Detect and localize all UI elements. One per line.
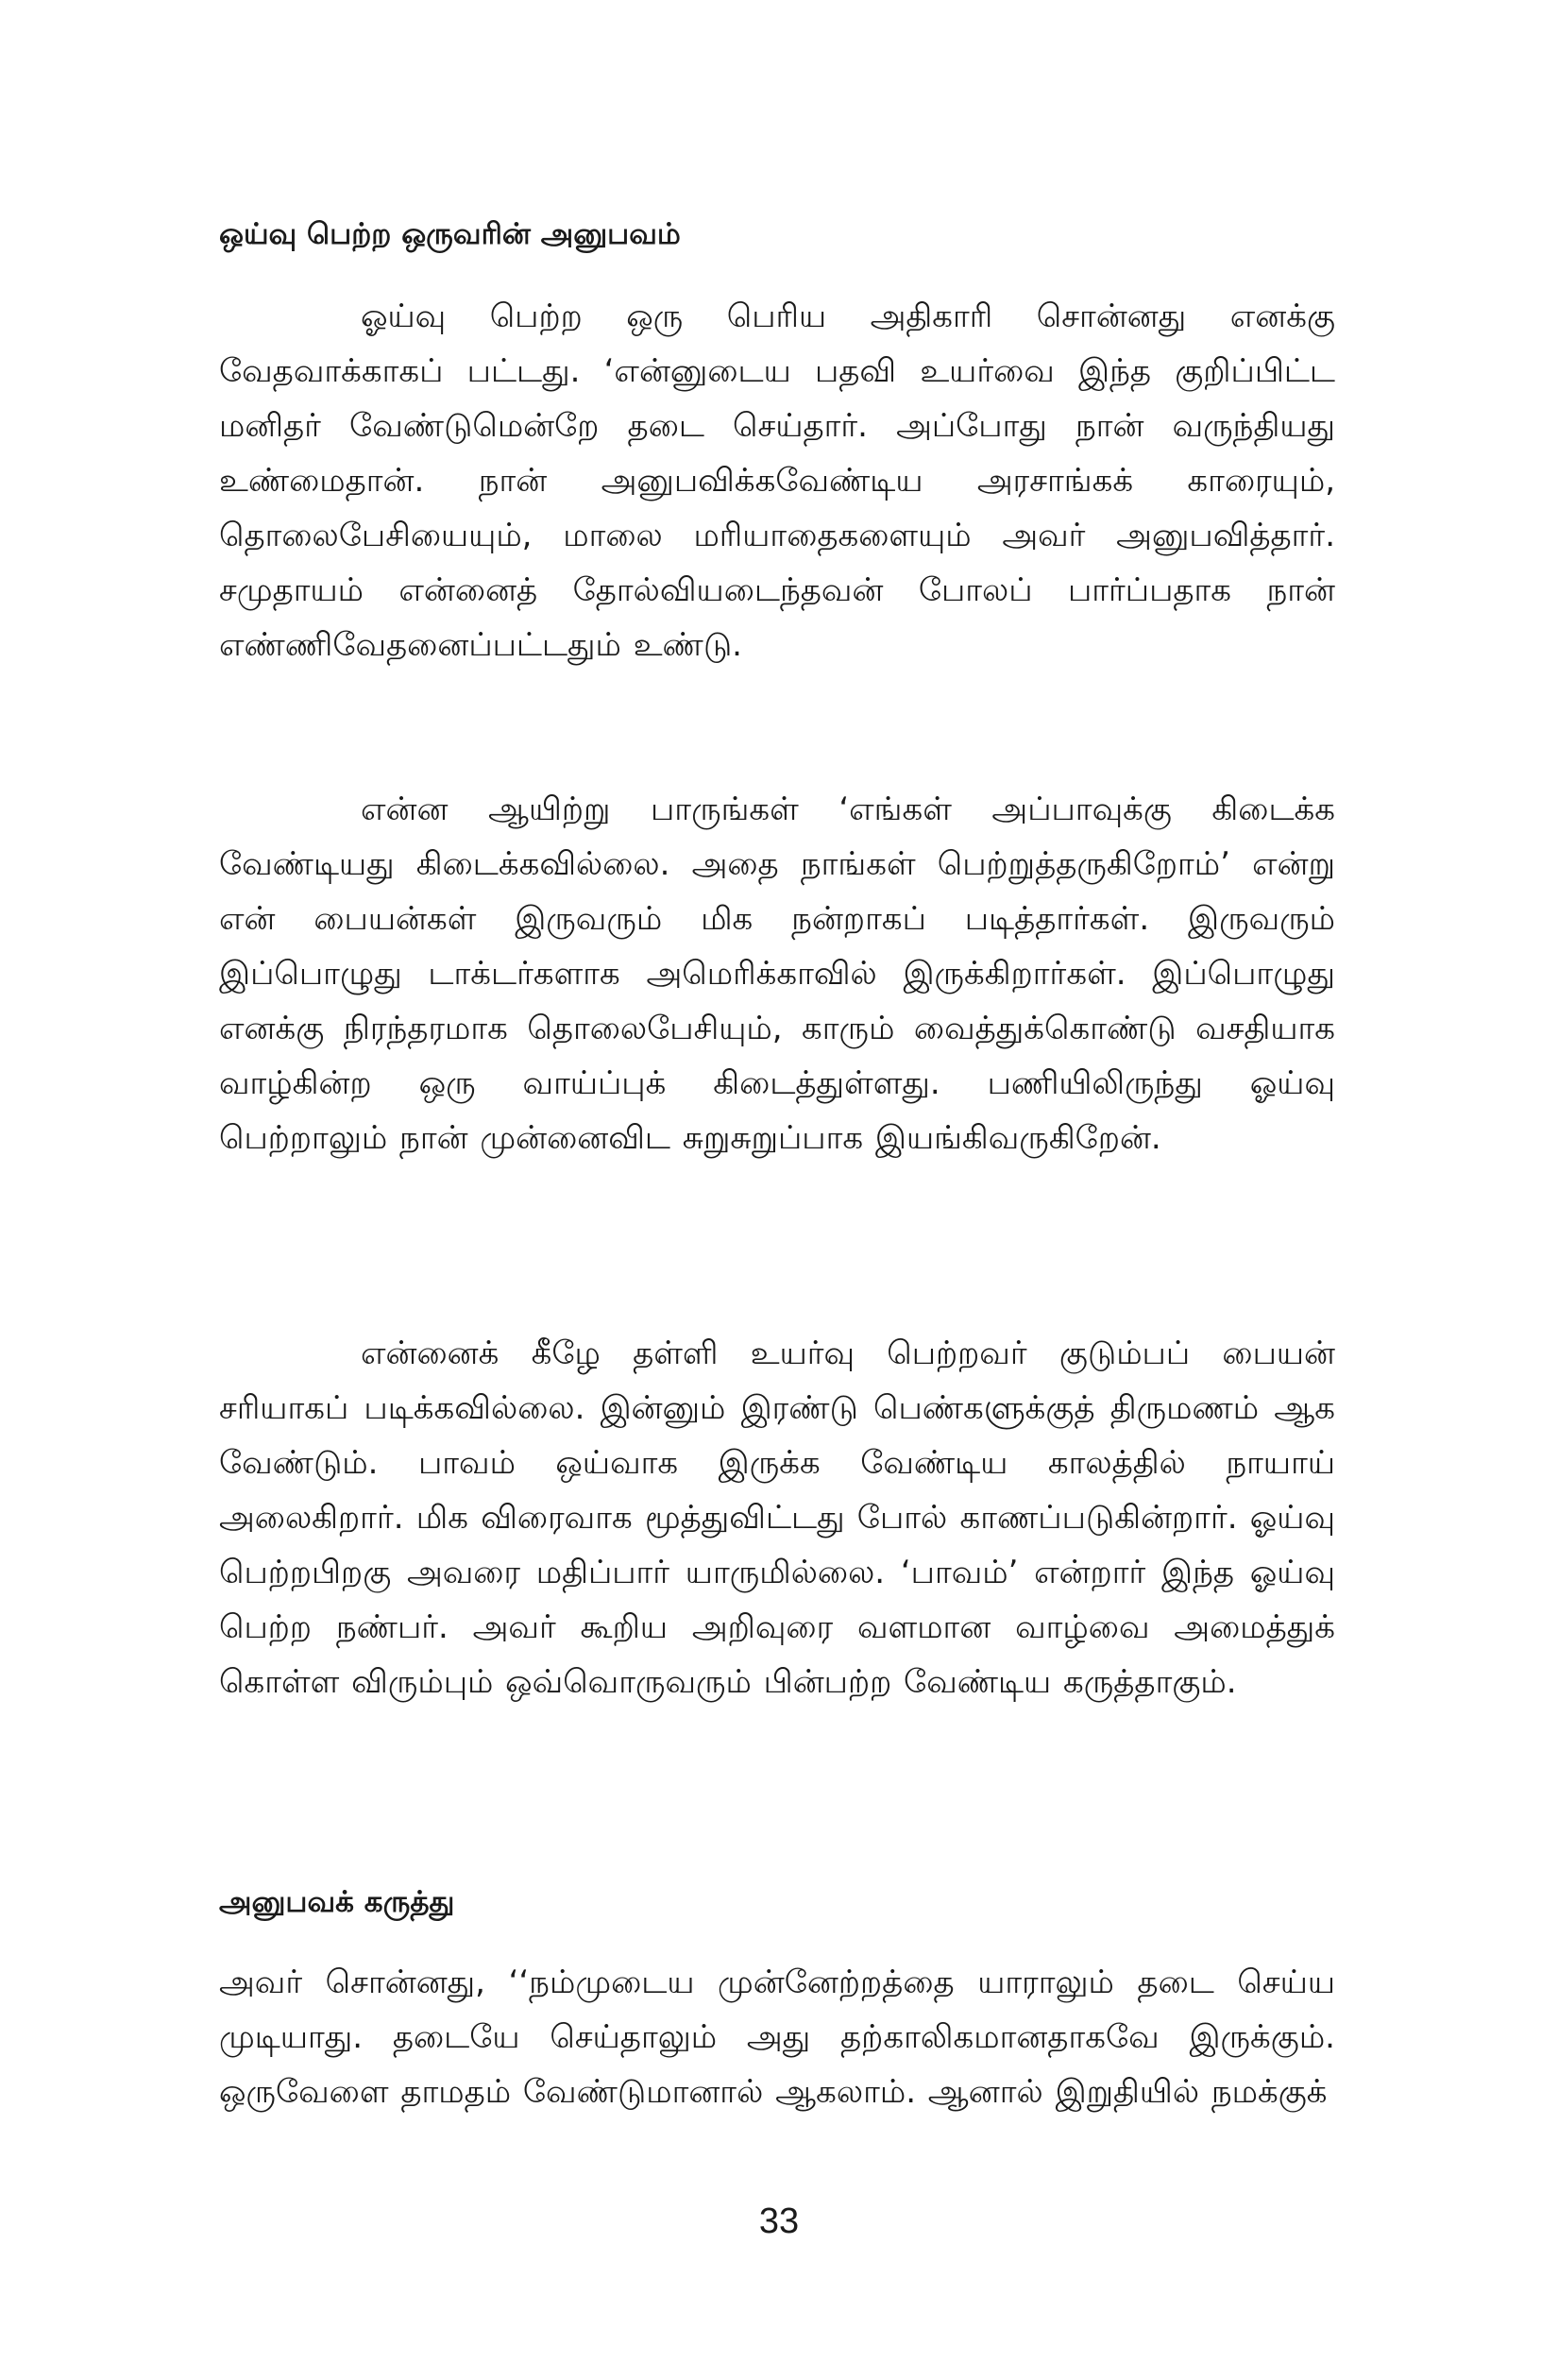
paragraph-block-3 xyxy=(219,1326,1335,1709)
section-1 xyxy=(219,215,1335,253)
page-number: 33 xyxy=(758,2202,800,2241)
section-heading-retiree-experience: ஒய்வு பெற்ற ஒருவரின் அனுபவம் xyxy=(219,217,681,251)
section-2 xyxy=(219,1883,1335,1921)
paragraph-1: ஓய்வு பெற்ற ஒரு பெரிய அதிகாரி சொன்னது எனக்கு வேதவாக்காகப் பட்டது. ‘என்னுடைய பதவி உயர்வை இந்த குறிப்பிட்ட மனிதர் வேண்டுமென்றே தடை செய்தார். அப்போது நான் வருந்தியது உண்மைதான். நான் அனுபவிக்கவேண்டிய அரசாங்கக் காரையும், தொலைபேசியையும், மாலை மரியாதைகளையும் அவர் அனுபவித்தார். சமுதாயம் என்னைத் தோல்வியடைந்தவன் போலப் பார்ப்பதாக நான் எண்ணிவேதனைப்பட்டதும் உண்டு. xyxy=(219,298,1335,664)
paragraph-2: என்ன ஆயிற்று பாருங்கள் ‘எங்கள் அப்பாவுக்கு கிடைக்க வேண்டியது கிடைக்கவில்லை. அதை நாங்கள் பெற்றுத்தருகிறோம்’ என்று என் பையன்கள் இருவரும் மிக நன்றாகப் படித்தார்கள். இருவரும் இப்பொழுது டாக்டர்களாக அமெரிக்காவில் இருக்கிறார்கள். இப்பொழுது எனக்கு நிரந்தரமாக தொலைபேசியும், காரும் வைத்துக்கொண்டு வசதியாக வாழ்கின்ற ஒரு வாய்ப்புக் கிடைத்துள்ளது. பணியிலிருந்து ஓய்வு பெற்றாலும் நான் முன்னைவிட சுறுசுறுப்பாக இயங்கிவருகிறேன். xyxy=(219,790,1335,1157)
paragraph-block-4 xyxy=(219,1955,1335,2119)
paragraph-4: அவர் சொன்னது, ‘‘நம்முடைய முன்னேற்றத்தை யாராலும் தடை செய்ய முடியாது. தடையே செய்தாலும் அது தற்காலிகமானதாகவே இருக்கும். ஒருவேளை தாமதம் வேண்டுமானால் ஆகலாம். ஆனால் இறுதியில் நமக்குக் xyxy=(219,1964,1335,2111)
paragraph-3: என்னைக் கீழே தள்ளி உயர்வு பெற்றவர் குடும்பப் பையன் சரியாகப் படிக்கவில்லை. இன்னும் இரண்டு பெண்களுக்குத் திருமணம் ஆக வேண்டும். பாவம் ஒய்வாக இருக்க வேண்டிய காலத்தில் நாயாய் அலைகிறார். மிக விரைவாக மூத்துவிட்டது போல் காணப்படுகின்றார். ஓய்வு பெற்றபிறகு அவரை மதிப்பார் யாருமில்லை. ‘பாவம்’ என்றார் இந்த ஓய்வு பெற்ற நண்பர். அவர் கூறிய அறிவுரை வளமான வாழ்வை அமைத்துக் கொள்ள விரும்பும் ஒவ்வொருவரும் பின்பற்ற வேண்டிய கருத்தாகும். xyxy=(219,1334,1335,1701)
section-heading-experience-opinion: அனுபவக் கருத்து xyxy=(219,1885,455,1919)
paragraph-block-1 xyxy=(219,289,1335,672)
paragraph-block-2 xyxy=(219,782,1335,1165)
